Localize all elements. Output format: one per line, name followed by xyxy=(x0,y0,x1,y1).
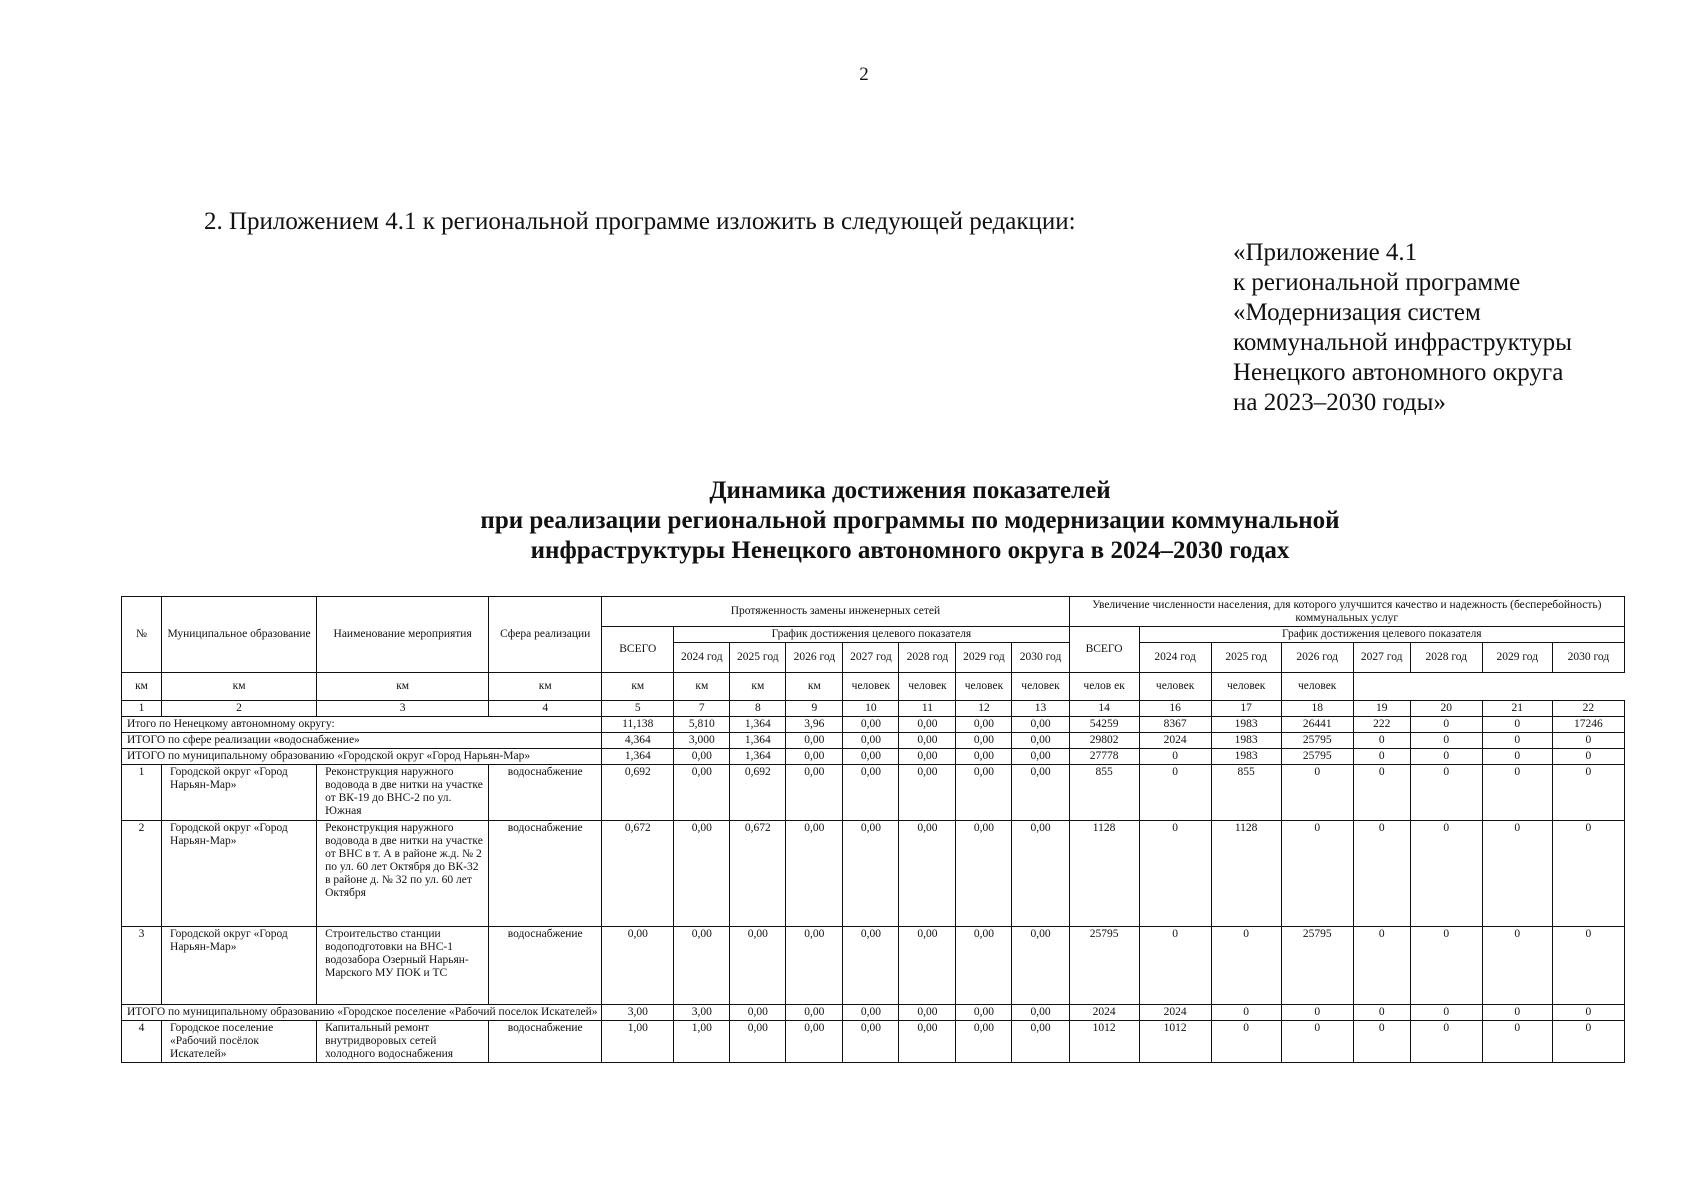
column-number-cell: 11 xyxy=(899,701,956,717)
column-number-cell: 17 xyxy=(1211,701,1281,717)
row-event: Капитальный ремонт внутридворовых сетей холодного водоснабжения xyxy=(317,1021,489,1063)
summary-value: 0,00 xyxy=(899,717,956,733)
row-value: 1128 xyxy=(1211,821,1281,927)
summary-value: 0,00 xyxy=(899,733,956,749)
row-value: 0 xyxy=(1281,765,1353,821)
summary-row xyxy=(122,717,1625,733)
summary-value: 0,00 xyxy=(730,1005,786,1021)
summary-value: 25795 xyxy=(1281,749,1353,765)
year-header-people: 2026 год xyxy=(1281,643,1353,673)
row-value: 0 xyxy=(1410,821,1482,927)
column-number-cell: 4 xyxy=(489,701,602,717)
title-line: инфраструктуры Ненецкого автономного округа в 2024–2030 годах xyxy=(530,537,1290,564)
column-number-cell: 1 xyxy=(122,701,162,717)
summary-value: 25795 xyxy=(1281,733,1353,749)
year-header-people: 2025 год xyxy=(1211,643,1281,673)
row-value: 0 xyxy=(1211,927,1281,1005)
row-value: 0,00 xyxy=(674,765,730,821)
indicators-table xyxy=(121,596,1625,1063)
title-line: Динамика достижения показателей xyxy=(709,477,1111,504)
summary-value: 222 xyxy=(1353,717,1410,733)
year-header-km: 2026 год xyxy=(786,643,843,673)
header-total-km: ВСЕГО xyxy=(602,627,674,673)
row-value: 0,00 xyxy=(786,765,843,821)
row-value: 0,00 xyxy=(843,1021,899,1063)
column-number-cell: 20 xyxy=(1410,701,1482,717)
summary-value: 8367 xyxy=(1139,717,1211,733)
column-number-cell: 12 xyxy=(956,701,1012,717)
row-value: 0 xyxy=(1353,1021,1410,1063)
year-header-people: 2027 год xyxy=(1353,643,1410,673)
row-value: 0 xyxy=(1552,821,1624,927)
row-value: 0 xyxy=(1482,765,1552,821)
year-header-km: 2025 год xyxy=(730,643,786,673)
summary-value: 3,00 xyxy=(674,1005,730,1021)
unit-people-cell: челов ек xyxy=(1069,673,1139,701)
summary-value: 1,364 xyxy=(602,749,674,765)
column-number-cell: 8 xyxy=(730,701,786,717)
summary-value: 0,00 xyxy=(1012,733,1069,749)
summary-row xyxy=(122,749,1625,765)
row-value: 0,00 xyxy=(843,821,899,927)
summary-value: 4,364 xyxy=(602,733,674,749)
header-total-people: ВСЕГО xyxy=(1069,627,1139,673)
title-line: при реализации региональной программы по модернизации коммунальной xyxy=(480,507,1340,534)
row-value: 0 xyxy=(1353,821,1410,927)
column-number-cell: 13 xyxy=(1012,701,1069,717)
summary-value: 0 xyxy=(1139,749,1211,765)
summary-value: 0,00 xyxy=(786,733,843,749)
row-value: 0,00 xyxy=(843,765,899,821)
unit-people-cell: человек xyxy=(1211,673,1281,701)
summary-value: 0 xyxy=(1482,749,1552,765)
year-header-km: 2024 год xyxy=(674,643,730,673)
row-value: 0,00 xyxy=(1012,765,1069,821)
row-municipality: Городской округ «Город Нарьян-Мар» xyxy=(162,927,317,1005)
row-value: 0,00 xyxy=(956,927,1012,1005)
appendix-line: Ненецкого автономного округа xyxy=(1233,359,1564,386)
year-header-km: 2027 год xyxy=(843,643,899,673)
document-title xyxy=(380,476,1440,566)
column-number-cell: 21 xyxy=(1482,701,1552,717)
summary-value: 0 xyxy=(1281,1005,1353,1021)
row-value: 0,00 xyxy=(899,1021,956,1063)
summary-value: 0 xyxy=(1552,733,1624,749)
row-number: 4 xyxy=(122,1021,162,1063)
summary-value: 0,00 xyxy=(786,1005,843,1021)
unit-km-cell: км xyxy=(730,673,786,701)
year-header-km: 2029 год xyxy=(956,643,1012,673)
row-value: 1012 xyxy=(1139,1021,1211,1063)
appendix-line: «Модернизация систем xyxy=(1233,299,1481,326)
appendix-line: «Приложение 4.1 xyxy=(1233,239,1418,266)
summary-value: 0 xyxy=(1410,749,1482,765)
column-number-cell: 9 xyxy=(786,701,843,717)
row-municipality: Городской округ «Город Нарьян-Мар» xyxy=(162,765,317,821)
unit-km-cell: км xyxy=(786,673,843,701)
row-event: Реконструкция наружного водовода в две нитки на участке от ВК-19 до ВНС-2 по ул. Южная xyxy=(317,765,489,821)
summary-label: ИТОГО по муниципальному образованию «Городское поселение «Рабочий поселок Искателей» xyxy=(122,1005,602,1021)
table-row xyxy=(122,765,1625,821)
row-value: 0 xyxy=(1281,1021,1353,1063)
header-number: № xyxy=(122,597,162,673)
unit-people-cell: человек xyxy=(1012,673,1069,701)
row-value: 0 xyxy=(1353,765,1410,821)
summary-value: 1983 xyxy=(1211,749,1281,765)
row-value: 855 xyxy=(1069,765,1139,821)
summary-value: 0,00 xyxy=(786,749,843,765)
summary-value: 0 xyxy=(1410,733,1482,749)
row-sphere: водоснабжение xyxy=(489,1021,602,1063)
row-value: 1012 xyxy=(1069,1021,1139,1063)
summary-value: 29802 xyxy=(1069,733,1139,749)
row-value: 0,00 xyxy=(674,821,730,927)
unit-people-cell: человек xyxy=(956,673,1012,701)
unit-people-cell: человек xyxy=(1139,673,1211,701)
table-row xyxy=(122,927,1625,1005)
row-value: 0,00 xyxy=(956,821,1012,927)
header-municipality: Муниципальное образование xyxy=(162,597,317,673)
summary-value: 0,00 xyxy=(1012,717,1069,733)
summary-value: 5,810 xyxy=(674,717,730,733)
year-header-people: 2030 год xyxy=(1552,643,1624,673)
summary-value: 0,00 xyxy=(1012,749,1069,765)
unit-people-cell: человек xyxy=(843,673,899,701)
row-value: 0,672 xyxy=(730,821,786,927)
row-value: 0,00 xyxy=(674,927,730,1005)
summary-value: 1,364 xyxy=(730,717,786,733)
summary-label: ИТОГО по сфере реализации «водоснабжение» xyxy=(122,733,602,749)
row-event: Реконструкция наружного водовода в две нитки на участке от ВНС в т. А в районе ж.д. № 2 по ул. 60 лет Октября до ВК-32 в районе д. № 32 по ул. 60 лет Октября xyxy=(317,821,489,927)
summary-value: 0 xyxy=(1482,733,1552,749)
unit-km-cell: км xyxy=(122,673,162,701)
summary-value: 2024 xyxy=(1069,1005,1139,1021)
summary-row xyxy=(122,1005,1625,1021)
unit-km-cell: км xyxy=(674,673,730,701)
summary-value: 0,00 xyxy=(956,733,1012,749)
row-value: 25795 xyxy=(1281,927,1353,1005)
summary-value: 1983 xyxy=(1211,733,1281,749)
summary-value: 0 xyxy=(1482,1005,1552,1021)
row-value: 25795 xyxy=(1069,927,1139,1005)
year-header-km: 2030 год xyxy=(1012,643,1069,673)
summary-value: 1,364 xyxy=(730,749,786,765)
row-value: 0 xyxy=(1410,765,1482,821)
row-value: 0,672 xyxy=(602,821,674,927)
summary-value: 1983 xyxy=(1211,717,1281,733)
year-header-people: 2028 год xyxy=(1410,643,1482,673)
summary-value: 0 xyxy=(1552,1005,1624,1021)
summary-value: 26441 xyxy=(1281,717,1353,733)
row-value: 0 xyxy=(1281,821,1353,927)
row-value: 0,00 xyxy=(786,927,843,1005)
row-number: 2 xyxy=(122,821,162,927)
summary-value: 0 xyxy=(1353,1005,1410,1021)
year-header-people: 2024 год xyxy=(1139,643,1211,673)
summary-value: 3,000 xyxy=(674,733,730,749)
row-sphere: водоснабжение xyxy=(489,765,602,821)
summary-value: 3,96 xyxy=(786,717,843,733)
row-value: 0,00 xyxy=(956,765,1012,821)
summary-value: 0,00 xyxy=(956,749,1012,765)
row-value: 0,00 xyxy=(1012,927,1069,1005)
year-header-people: 2029 год xyxy=(1482,643,1552,673)
summary-label: ИТОГО по муниципальному образованию «Городской округ «Город Нарьян-Мар» xyxy=(122,749,602,765)
row-value: 0 xyxy=(1482,821,1552,927)
summary-value: 2024 xyxy=(1139,733,1211,749)
summary-value: 0,00 xyxy=(843,717,899,733)
row-value: 0 xyxy=(1552,1021,1624,1063)
summary-value: 11,138 xyxy=(602,717,674,733)
header-schedule-people: График достижения целевого показателя xyxy=(1139,627,1624,643)
summary-value: 0 xyxy=(1353,749,1410,765)
column-number-cell: 16 xyxy=(1139,701,1211,717)
header-networks: Протяженность замены инженерных сетей xyxy=(602,597,1069,627)
unit-km-cell: км xyxy=(317,673,489,701)
row-value: 0 xyxy=(1410,1021,1482,1063)
column-number-cell: 10 xyxy=(843,701,899,717)
unit-km-cell: км xyxy=(602,673,674,701)
row-sphere: водоснабжение xyxy=(489,927,602,1005)
summary-value: 0,00 xyxy=(674,749,730,765)
summary-value: 0,00 xyxy=(843,1005,899,1021)
header-event: Наименование мероприятия xyxy=(317,597,489,673)
row-value: 0 xyxy=(1139,765,1211,821)
summary-value: 0,00 xyxy=(1012,1005,1069,1021)
appendix-line: коммунальной инфраструктуры xyxy=(1233,329,1572,356)
row-value: 0,00 xyxy=(730,1021,786,1063)
row-value: 0 xyxy=(1211,1021,1281,1063)
table-row xyxy=(122,1021,1625,1063)
column-number-cell: 22 xyxy=(1552,701,1624,717)
row-value: 1,00 xyxy=(674,1021,730,1063)
appendix-heading xyxy=(1233,238,1572,418)
unit-people-cell: человек xyxy=(1281,673,1353,701)
summary-value: 0,00 xyxy=(899,1005,956,1021)
row-value: 0 xyxy=(1552,927,1624,1005)
row-number: 1 xyxy=(122,765,162,821)
header-sphere: Сфера реализации xyxy=(489,597,602,673)
summary-value: 54259 xyxy=(1069,717,1139,733)
row-value: 1128 xyxy=(1069,821,1139,927)
row-value: 855 xyxy=(1211,765,1281,821)
summary-value: 0 xyxy=(1353,733,1410,749)
row-value: 0,00 xyxy=(1012,1021,1069,1063)
summary-value: 0,00 xyxy=(956,717,1012,733)
header-population: Увеличение численности населения, для которого улучшится качество и надежность (бесперебойность) коммунальных услуг xyxy=(1069,597,1624,627)
row-value: 0 xyxy=(1482,927,1552,1005)
row-value: 0,00 xyxy=(899,765,956,821)
column-number-cell: 19 xyxy=(1353,701,1410,717)
row-value: 0 xyxy=(1552,765,1624,821)
summary-value: 0 xyxy=(1482,717,1552,733)
row-value: 0,00 xyxy=(786,821,843,927)
row-municipality: Городское поселение «Рабочий посёлок Искателей» xyxy=(162,1021,317,1063)
row-value: 0,00 xyxy=(843,927,899,1005)
row-value: 0,00 xyxy=(602,927,674,1005)
summary-value: 0,00 xyxy=(843,733,899,749)
intro-paragraph: 2. Приложением 4.1 к региональной программе изложить в следующей редакции: xyxy=(204,208,1076,235)
row-value: 1,00 xyxy=(602,1021,674,1063)
column-number-cell: 3 xyxy=(317,701,489,717)
row-value: 0 xyxy=(1353,927,1410,1005)
summary-value: 0,00 xyxy=(899,749,956,765)
column-number-cell: 14 xyxy=(1069,701,1139,717)
row-value: 0 xyxy=(1139,927,1211,1005)
summary-value: 17246 xyxy=(1552,717,1624,733)
unit-km-cell: км xyxy=(489,673,602,701)
summary-value: 0 xyxy=(1410,717,1482,733)
row-value: 0,00 xyxy=(786,1021,843,1063)
column-number-cell: 2 xyxy=(162,701,317,717)
unit-people-cell: человек xyxy=(899,673,956,701)
page-number: 2 xyxy=(859,64,869,85)
summary-value: 27778 xyxy=(1069,749,1139,765)
row-value: 0 xyxy=(1139,821,1211,927)
summary-value: 0 xyxy=(1552,749,1624,765)
row-value: 0,00 xyxy=(1012,821,1069,927)
summary-value: 1,364 xyxy=(730,733,786,749)
row-number: 3 xyxy=(122,927,162,1005)
unit-km-cell: км xyxy=(162,673,317,701)
row-value: 0,00 xyxy=(899,927,956,1005)
summary-value: 0 xyxy=(1410,1005,1482,1021)
header-schedule-km: График достижения целевого показателя xyxy=(674,627,1069,643)
column-number-cell: 5 xyxy=(602,701,674,717)
summary-value: 3,00 xyxy=(602,1005,674,1021)
summary-value: 0,00 xyxy=(956,1005,1012,1021)
row-value: 0 xyxy=(1410,927,1482,1005)
summary-value: 0,00 xyxy=(843,749,899,765)
column-number-cell: 7 xyxy=(674,701,730,717)
summary-row xyxy=(122,733,1625,749)
row-value: 0,692 xyxy=(602,765,674,821)
row-value: 0,00 xyxy=(730,927,786,1005)
appendix-line: к региональной программе xyxy=(1233,269,1521,296)
summary-value: 2024 xyxy=(1139,1005,1211,1021)
column-number-cell: 18 xyxy=(1281,701,1353,717)
year-header-km: 2028 год xyxy=(899,643,956,673)
row-event: Строительство станции водоподготовки на ВНС-1 водозабора Озерный Нарьян-Марского МУ ПОК и ТС xyxy=(317,927,489,1005)
row-value: 0,00 xyxy=(956,1021,1012,1063)
row-value: 0,692 xyxy=(730,765,786,821)
summary-value: 0 xyxy=(1211,1005,1281,1021)
summary-label: Итого по Ненецкому автономному округу: xyxy=(122,717,602,733)
row-sphere: водоснабжение xyxy=(489,821,602,927)
table-row xyxy=(122,821,1625,927)
row-value: 0,00 xyxy=(899,821,956,927)
row-municipality: Городской округ «Город Нарьян-Мар» xyxy=(162,821,317,927)
appendix-line: на 2023–2030 годы» xyxy=(1233,389,1446,416)
row-value: 0 xyxy=(1482,1021,1552,1063)
